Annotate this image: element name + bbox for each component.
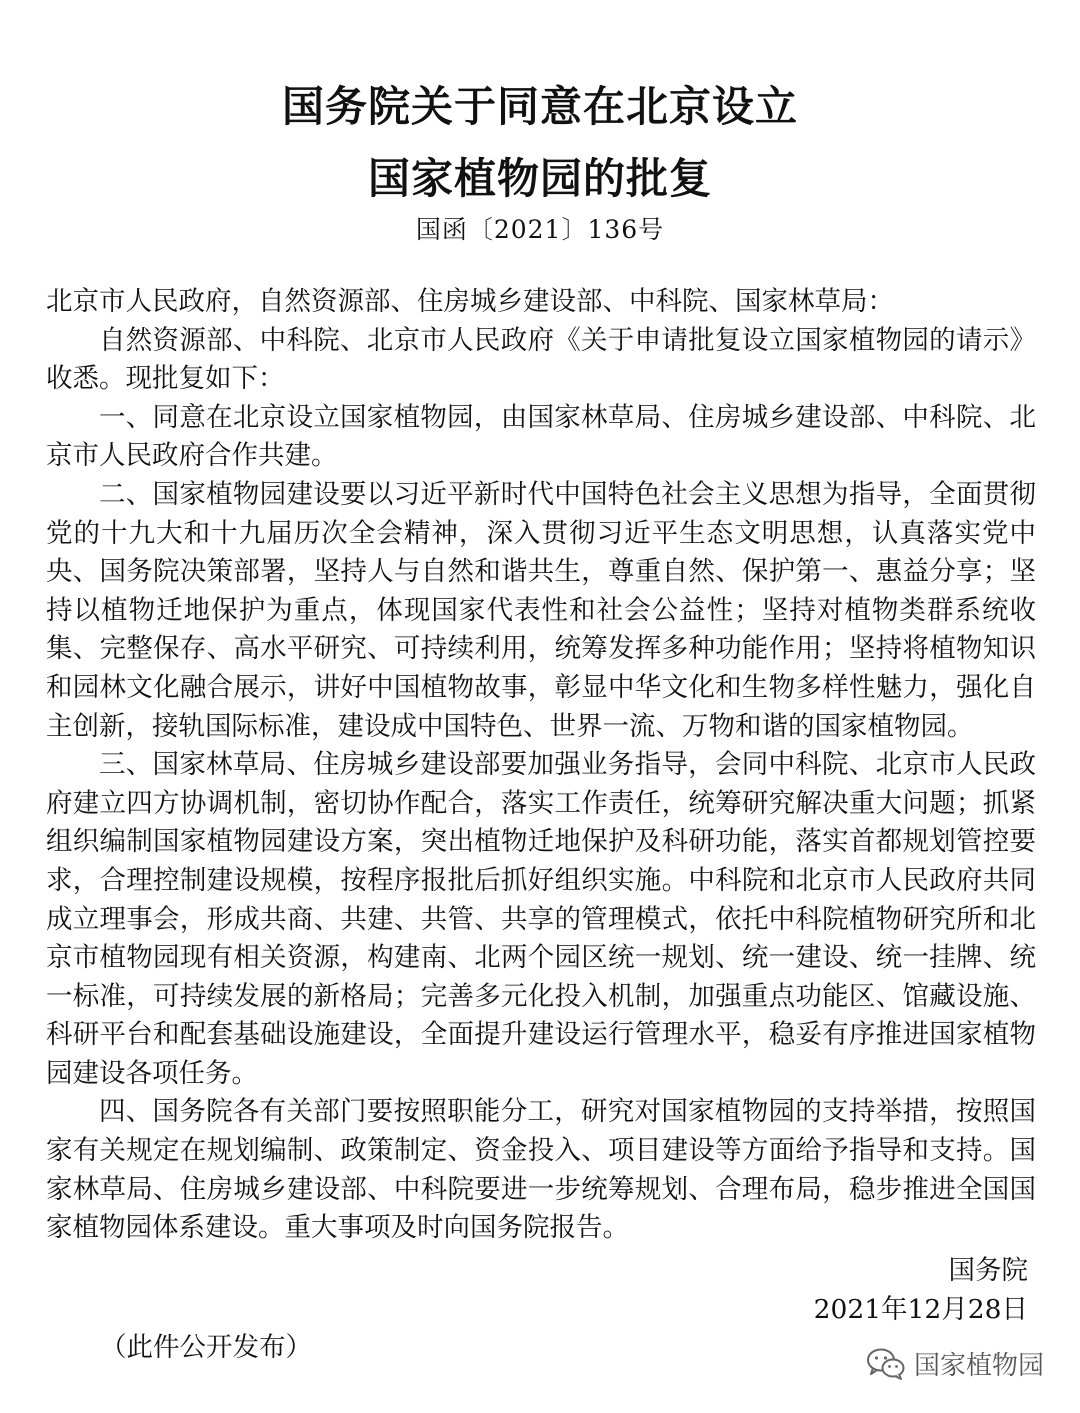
addressee: 北京市人民政府，自然资源部、住房城乡建设部、中科院、国家林草局：	[46, 286, 894, 317]
document-body	[46, 283, 1036, 1248]
wechat-icon	[866, 1347, 906, 1381]
signature: 国务院	[948, 1255, 1028, 1286]
paragraph-intro: 自然资源部、中科院、北京市人民政府《关于申请批复设立国家植物园的请示》收悉。现批复如下：	[46, 324, 1036, 395]
paragraph-1: 一、同意在北京设立国家植物园，由国家林草局、住房城乡建设部、中科院、北京市人民政府合作共建。	[46, 401, 1036, 472]
signature-date: 2021年12月28日	[813, 1294, 1028, 1325]
paragraph-2: 二、国家植物园建设要以习近平新时代中国特色社会主义思想为指导，全面贯彻党的十九大和十九届历次全会精神，深入贯彻习近平生态文明思想，认真落实党中央、国务院决策部署，坚持人与自然和谐共生，尊重自然、保护第一、惠益分享；坚持以植物迁地保护为重点，体现国家代表性和社会公益性；坚持对植物类群系统收集、完整保存、高水平研究、可持续利用，统筹发挥多种功能作用；坚持将植物知识和园林文化融合展示，讲好中国植物故事，彰显中华文化和生物多样性魅力，强化自主创新，接轨国际标准，建设成中国特色、世界一流、万物和谐的国家植物园。	[46, 478, 1036, 742]
document-title-line2: 国家植物园的批复	[367, 154, 712, 203]
watermark	[866, 1345, 1044, 1382]
watermark-label: 国家植物园	[913, 1351, 1044, 1381]
document-title-line1: 国务院关于同意在北京设立	[281, 82, 798, 131]
document-number: 国函〔2021〕136号	[415, 215, 665, 244]
paragraph-3: 三、国家林草局、住房城乡建设部要加强业务指导，会同中科院、北京市人民政府建立四方协调机制，密切协作配合，落实工作责任，统筹研究解决重大问题；抓紧组织编制国家植物园建设方案，突出植物迁地保护及科研功能，落实首都规划管控要求，合理控制建设规模，按程序报批后抓好组织实施。中科院和北京市人民政府共同成立理事会，形成共商、共建、共管、共享的管理模式，依托中科院植物研究所和北京市植物园现有相关资源，构建南、北两个园区统一规划、统一建设、统一挂牌、统一标准，可持续发展的新格局；完善多元化投入机制，加强重点功能区、馆藏设施、科研平台和配套基础设施建设，全面提升建设运行管理水平，稳妥有序推进国家植物园建设各项任务。	[46, 749, 1036, 1089]
paragraph-4: 四、国务院各有关部门要按照职能分工，研究对国家植物园的支持举措，按照国家有关规定在规划编制、政策制定、资金投入、项目建设等方面给予指导和支持。国家林草局、住房城乡建设部、中科院要进一步统筹规划、合理布局，稳步推进全国国家植物园体系建设。重大事项及时向国务院报告。	[46, 1096, 1036, 1244]
public-release-note: （此件公开发布）	[100, 1332, 312, 1363]
